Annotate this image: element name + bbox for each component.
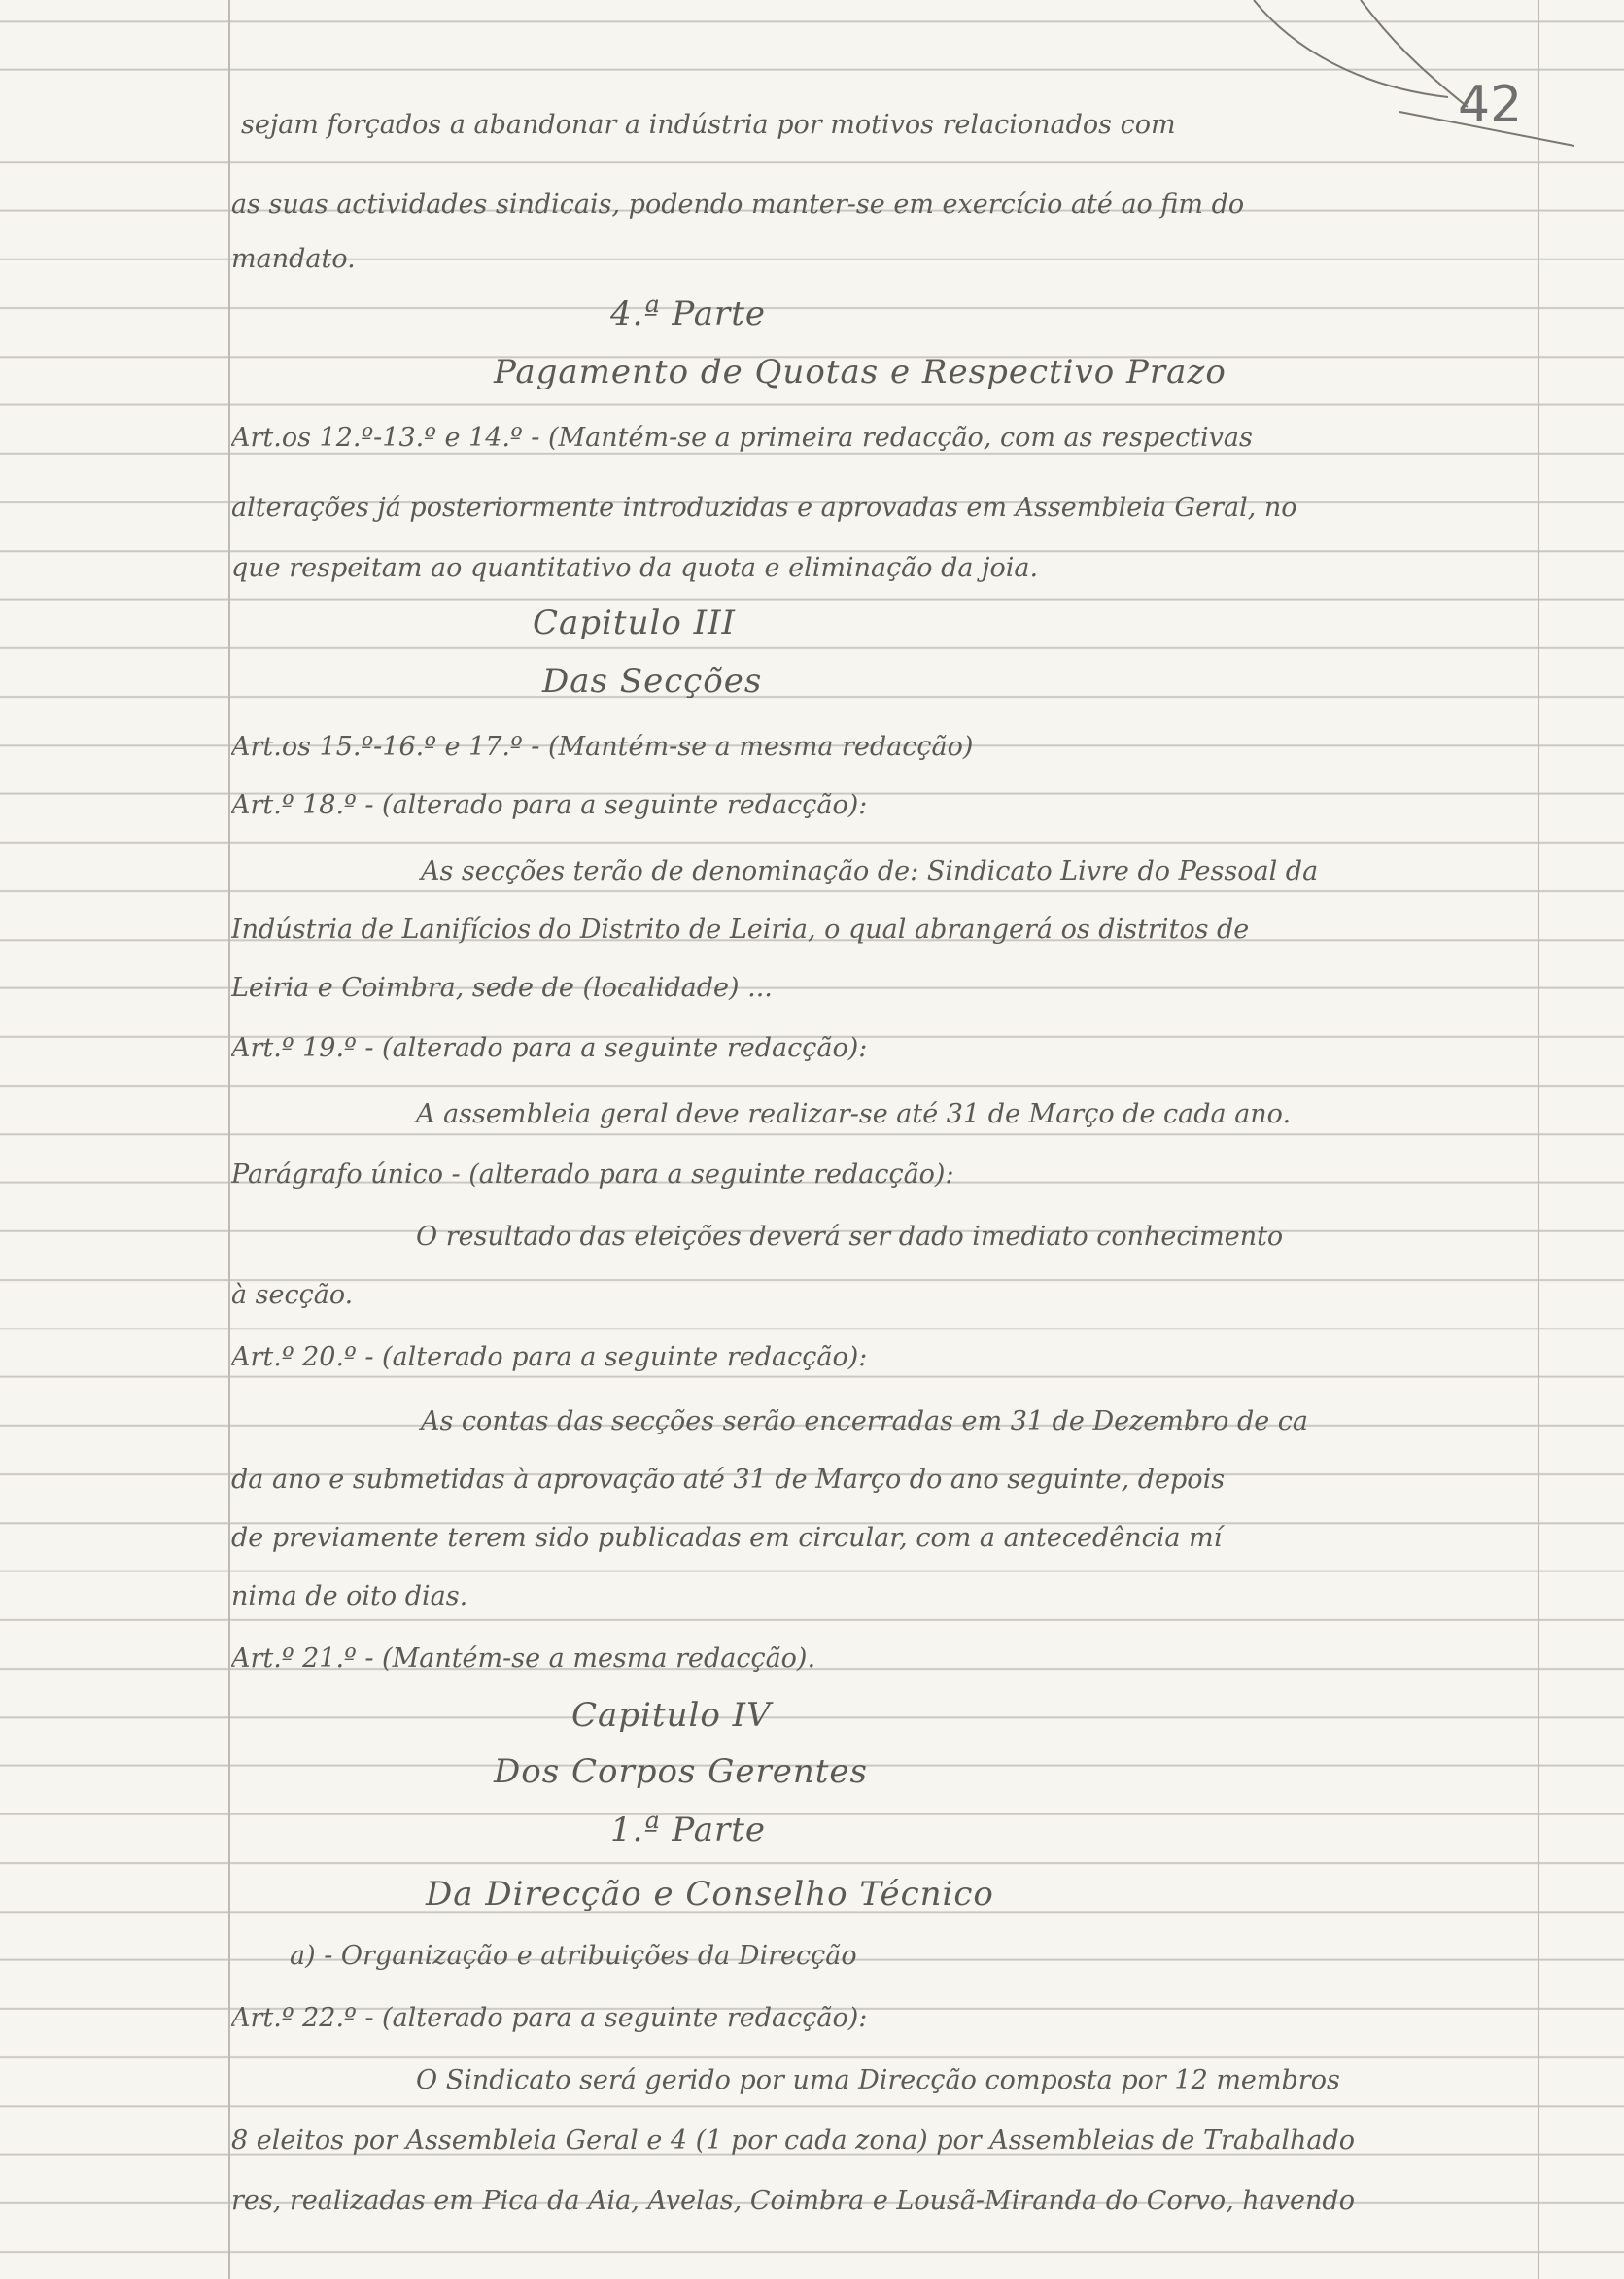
text-line-34: 8 eleitos por Assembleia Geral e 4 (1 por cada zona) por Assembleias de Trabalhado [231,2125,1356,2156]
text-line-8: que respeitam ao quantitativo da quota e eliminação da joia. [231,553,1039,583]
text-line-art-20: Art.º 20.º - (alterado para a seguinte redacção): [231,1342,868,1372]
right-margin-line [1538,0,1539,2279]
chapter-heading-iv: Capitulo IV [571,1699,772,1732]
text-line-1: sejam forçados a abandonar a indústria por motivos relacionados com [241,110,1176,140]
section-heading-4a-parte: 4.ª Parte [610,297,767,330]
text-line-14: Indústria de Lanifícios do Distrito de Leiria, o qual abrangerá os distritos de [231,915,1250,945]
section-heading-1a-parte: 1.ª Parte [610,1813,767,1847]
chapter-subheading-seccoes: Das Secções [542,665,763,698]
section-subheading-pagamento: Pagamento de Quotas e Respectivo Prazo [494,356,1227,389]
text-line-24: de previamente terem sido publicadas em circular, com a antecedência mí [231,1523,1223,1553]
text-line-organizacao: a) - Organização e atribuições da Direcção [290,1941,857,1971]
section-subheading-direccao: Da Direcção e Conselho Técnico [426,1878,994,1911]
text-line-25: nima de oito dias. [231,1581,468,1611]
text-line-17: A assembleia geral deve realizar-se até 31 de Março de cada ano. [416,1099,1292,1129]
chapter-heading-iii: Capitulo III [533,606,736,639]
left-margin-line [228,0,230,2279]
text-line-22: As contas das secções serão encerradas em 31 de Dezembro de ca [421,1406,1309,1436]
text-line-2: as suas actividades sindicais, podendo manter-se em exercício até ao fim do [231,190,1245,220]
text-line-15: Leiria e Coimbra, sede de (localidade) ... [231,973,773,1003]
chapter-subheading-corpos-gerentes: Dos Corpos Gerentes [494,1755,868,1788]
text-line-20: à secção. [231,1280,354,1310]
text-line-23: da ano e submetidas à aprovação até 31 de Março do ano seguinte, depois [231,1465,1226,1495]
text-line-art-18: Art.º 18.º - (alterado para a seguinte redacção): [231,790,868,820]
text-line-7: alterações já posteriormente introduzidas e aprovadas em Assembleia Geral, no [231,493,1297,523]
text-line-art-12-14: Art.os 12.º-13.º e 14.º - (Mantém-se a primeira redacção, com as respectivas [231,423,1253,453]
page-number: 42 [1458,76,1523,134]
text-line-33: O Sindicato será gerido por uma Direcção composta por 12 membros [416,2065,1340,2095]
text-line-art-19: Art.º 19.º - (alterado para a seguinte redacção): [231,1033,868,1063]
text-line-art-22: Art.º 22.º - (alterado para a seguinte redacção): [231,2003,868,2033]
text-line-art-21: Art.º 21.º - (Mantém-se a mesma redacção). [231,1643,816,1674]
text-line-13: As secções terão de denominação de: Sindicato Livre do Pessoal da [421,856,1319,886]
text-line-19: O resultado das eleições deverá ser dado imediato conhecimento [416,1222,1284,1252]
text-line-art-15-17: Art.os 15.º-16.º e 17.º - (Mantém-se a mesma redacção) [231,732,974,762]
text-line-paragrafo-unico: Parágrafo único - (alterado para a seguinte redacção): [231,1159,954,1190]
text-line-3: mandato. [231,244,356,274]
text-line-35: res, realizadas em Pica da Aia, Avelas, Coimbra e Lousã-Miranda do Corvo, havendo [231,2186,1355,2216]
